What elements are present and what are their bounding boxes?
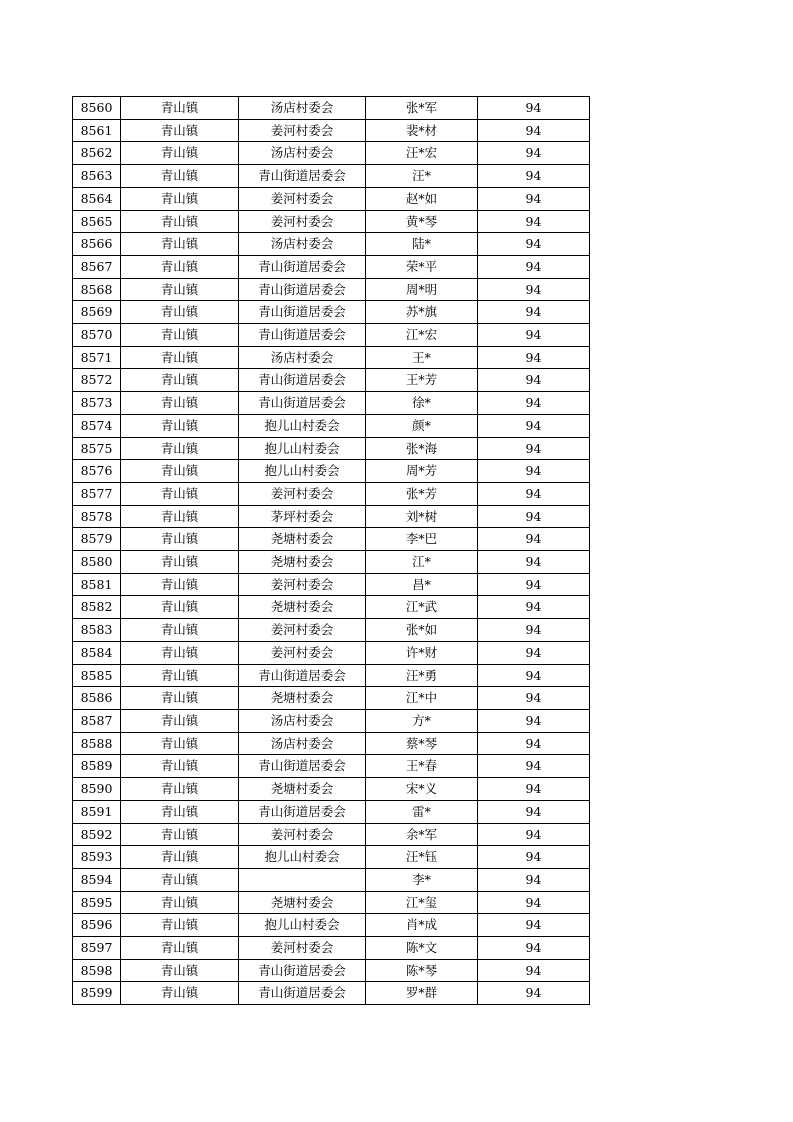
row-id-cell: 8593 xyxy=(73,846,121,869)
row-town-cell: 青山镇 xyxy=(121,278,239,301)
row-village-cell: 茅坪村委会 xyxy=(239,505,366,528)
row-name-cell: 周*芳 xyxy=(366,460,478,483)
row-name-cell: 颜* xyxy=(366,414,478,437)
table-row xyxy=(73,596,590,619)
row-town-cell: 青山镇 xyxy=(121,800,239,823)
row-name-cell: 江*宏 xyxy=(366,324,478,347)
row-score-cell: 94 xyxy=(478,233,590,256)
row-town-cell: 青山镇 xyxy=(121,619,239,642)
row-name-cell: 蔡*琴 xyxy=(366,732,478,755)
row-score-cell: 94 xyxy=(478,959,590,982)
row-village-cell: 尧塘村委会 xyxy=(239,551,366,574)
row-village-cell: 抱儿山村委会 xyxy=(239,914,366,937)
row-town-cell: 青山镇 xyxy=(121,233,239,256)
row-id-cell: 8577 xyxy=(73,482,121,505)
table-row xyxy=(73,868,590,891)
row-town-cell: 青山镇 xyxy=(121,891,239,914)
row-name-cell: 周*明 xyxy=(366,278,478,301)
row-village-cell xyxy=(239,868,366,891)
row-id-cell: 8595 xyxy=(73,891,121,914)
table-row xyxy=(73,846,590,869)
row-town-cell: 青山镇 xyxy=(121,505,239,528)
row-score-cell: 94 xyxy=(478,346,590,369)
row-village-cell: 姜河村委会 xyxy=(239,641,366,664)
row-id-cell: 8569 xyxy=(73,301,121,324)
table-row xyxy=(73,324,590,347)
row-village-cell: 姜河村委会 xyxy=(239,210,366,233)
row-village-cell: 尧塘村委会 xyxy=(239,687,366,710)
row-id-cell: 8580 xyxy=(73,551,121,574)
row-village-cell: 青山街道居委会 xyxy=(239,664,366,687)
row-town-cell: 青山镇 xyxy=(121,187,239,210)
row-score-cell: 94 xyxy=(478,800,590,823)
row-name-cell: 张*如 xyxy=(366,619,478,642)
row-id-cell: 8597 xyxy=(73,937,121,960)
row-score-cell: 94 xyxy=(478,823,590,846)
row-id-cell: 8573 xyxy=(73,392,121,415)
row-id-cell: 8568 xyxy=(73,278,121,301)
row-village-cell: 抱儿山村委会 xyxy=(239,846,366,869)
table-row xyxy=(73,687,590,710)
row-id-cell: 8587 xyxy=(73,709,121,732)
row-id-cell: 8575 xyxy=(73,437,121,460)
table-body xyxy=(73,97,590,1005)
row-score-cell: 94 xyxy=(478,414,590,437)
table-row xyxy=(73,392,590,415)
row-score-cell: 94 xyxy=(478,937,590,960)
row-town-cell: 青山镇 xyxy=(121,914,239,937)
table-row xyxy=(73,437,590,460)
row-town-cell: 青山镇 xyxy=(121,551,239,574)
row-town-cell: 青山镇 xyxy=(121,482,239,505)
row-id-cell: 8566 xyxy=(73,233,121,256)
row-id-cell: 8598 xyxy=(73,959,121,982)
row-name-cell: 王*春 xyxy=(366,755,478,778)
row-score-cell: 94 xyxy=(478,437,590,460)
row-name-cell: 汪*宏 xyxy=(366,142,478,165)
row-village-cell: 青山街道居委会 xyxy=(239,800,366,823)
row-name-cell: 昌* xyxy=(366,573,478,596)
row-score-cell: 94 xyxy=(478,392,590,415)
row-town-cell: 青山镇 xyxy=(121,778,239,801)
table-row xyxy=(73,551,590,574)
row-id-cell: 8582 xyxy=(73,596,121,619)
row-score-cell: 94 xyxy=(478,846,590,869)
row-village-cell: 姜河村委会 xyxy=(239,823,366,846)
row-score-cell: 94 xyxy=(478,528,590,551)
row-town-cell: 青山镇 xyxy=(121,210,239,233)
row-name-cell: 赵*如 xyxy=(366,187,478,210)
row-village-cell: 姜河村委会 xyxy=(239,187,366,210)
table-row xyxy=(73,187,590,210)
row-name-cell: 汪*勇 xyxy=(366,664,478,687)
row-name-cell: 苏*旗 xyxy=(366,301,478,324)
table-row xyxy=(73,505,590,528)
row-name-cell: 江*玺 xyxy=(366,891,478,914)
row-score-cell: 94 xyxy=(478,982,590,1005)
row-town-cell: 青山镇 xyxy=(121,732,239,755)
row-village-cell: 汤店村委会 xyxy=(239,346,366,369)
table-row xyxy=(73,937,590,960)
row-village-cell: 青山街道居委会 xyxy=(239,369,366,392)
table-row xyxy=(73,165,590,188)
row-name-cell: 许*财 xyxy=(366,641,478,664)
row-village-cell: 姜河村委会 xyxy=(239,937,366,960)
row-name-cell: 汪* xyxy=(366,165,478,188)
row-score-cell: 94 xyxy=(478,210,590,233)
table-row xyxy=(73,914,590,937)
row-town-cell: 青山镇 xyxy=(121,755,239,778)
row-town-cell: 青山镇 xyxy=(121,641,239,664)
row-score-cell: 94 xyxy=(478,369,590,392)
row-name-cell: 陈*琴 xyxy=(366,959,478,982)
row-name-cell: 徐* xyxy=(366,392,478,415)
row-village-cell: 尧塘村委会 xyxy=(239,891,366,914)
row-village-cell: 汤店村委会 xyxy=(239,233,366,256)
row-id-cell: 8599 xyxy=(73,982,121,1005)
row-score-cell: 94 xyxy=(478,573,590,596)
row-id-cell: 8596 xyxy=(73,914,121,937)
table-row xyxy=(73,119,590,142)
row-score-cell: 94 xyxy=(478,891,590,914)
row-id-cell: 8564 xyxy=(73,187,121,210)
row-id-cell: 8591 xyxy=(73,800,121,823)
row-name-cell: 王* xyxy=(366,346,478,369)
row-village-cell: 尧塘村委会 xyxy=(239,528,366,551)
row-id-cell: 8589 xyxy=(73,755,121,778)
row-id-cell: 8578 xyxy=(73,505,121,528)
row-score-cell: 94 xyxy=(478,97,590,120)
table-row xyxy=(73,755,590,778)
table-row xyxy=(73,278,590,301)
row-name-cell: 江*武 xyxy=(366,596,478,619)
row-score-cell: 94 xyxy=(478,505,590,528)
row-score-cell: 94 xyxy=(478,187,590,210)
row-name-cell: 宋*义 xyxy=(366,778,478,801)
row-id-cell: 8562 xyxy=(73,142,121,165)
row-id-cell: 8590 xyxy=(73,778,121,801)
row-score-cell: 94 xyxy=(478,641,590,664)
row-name-cell: 陆* xyxy=(366,233,478,256)
table-row xyxy=(73,891,590,914)
table-row xyxy=(73,959,590,982)
row-name-cell: 张*海 xyxy=(366,437,478,460)
row-town-cell: 青山镇 xyxy=(121,709,239,732)
row-village-cell: 汤店村委会 xyxy=(239,732,366,755)
row-score-cell: 94 xyxy=(478,142,590,165)
row-town-cell: 青山镇 xyxy=(121,437,239,460)
row-id-cell: 8594 xyxy=(73,868,121,891)
row-id-cell: 8567 xyxy=(73,255,121,278)
row-id-cell: 8586 xyxy=(73,687,121,710)
table-row xyxy=(73,482,590,505)
row-score-cell: 94 xyxy=(478,255,590,278)
row-town-cell: 青山镇 xyxy=(121,868,239,891)
row-town-cell: 青山镇 xyxy=(121,823,239,846)
row-town-cell: 青山镇 xyxy=(121,119,239,142)
row-score-cell: 94 xyxy=(478,551,590,574)
row-town-cell: 青山镇 xyxy=(121,596,239,619)
row-name-cell: 王*芳 xyxy=(366,369,478,392)
row-score-cell: 94 xyxy=(478,914,590,937)
row-name-cell: 汪*钰 xyxy=(366,846,478,869)
row-town-cell: 青山镇 xyxy=(121,165,239,188)
row-village-cell: 抱儿山村委会 xyxy=(239,460,366,483)
row-town-cell: 青山镇 xyxy=(121,324,239,347)
table-row xyxy=(73,97,590,120)
row-score-cell: 94 xyxy=(478,778,590,801)
table-row xyxy=(73,233,590,256)
row-id-cell: 8565 xyxy=(73,210,121,233)
row-village-cell: 青山街道居委会 xyxy=(239,255,366,278)
row-id-cell: 8561 xyxy=(73,119,121,142)
row-village-cell: 青山街道居委会 xyxy=(239,301,366,324)
table-row xyxy=(73,369,590,392)
row-name-cell: 李* xyxy=(366,868,478,891)
row-village-cell: 汤店村委会 xyxy=(239,97,366,120)
row-score-cell: 94 xyxy=(478,732,590,755)
table-row xyxy=(73,210,590,233)
row-name-cell: 肖*成 xyxy=(366,914,478,937)
row-score-cell: 94 xyxy=(478,301,590,324)
row-id-cell: 8560 xyxy=(73,97,121,120)
row-town-cell: 青山镇 xyxy=(121,573,239,596)
row-town-cell: 青山镇 xyxy=(121,346,239,369)
row-town-cell: 青山镇 xyxy=(121,255,239,278)
row-village-cell: 青山街道居委会 xyxy=(239,959,366,982)
row-town-cell: 青山镇 xyxy=(121,937,239,960)
row-village-cell: 抱儿山村委会 xyxy=(239,437,366,460)
row-score-cell: 94 xyxy=(478,755,590,778)
row-name-cell: 张*芳 xyxy=(366,482,478,505)
row-town-cell: 青山镇 xyxy=(121,460,239,483)
row-id-cell: 8592 xyxy=(73,823,121,846)
row-village-cell: 尧塘村委会 xyxy=(239,778,366,801)
row-score-cell: 94 xyxy=(478,460,590,483)
row-village-cell: 姜河村委会 xyxy=(239,482,366,505)
row-id-cell: 8579 xyxy=(73,528,121,551)
row-score-cell: 94 xyxy=(478,687,590,710)
row-id-cell: 8570 xyxy=(73,324,121,347)
row-id-cell: 8584 xyxy=(73,641,121,664)
row-score-cell: 94 xyxy=(478,596,590,619)
table-row xyxy=(73,709,590,732)
table-row xyxy=(73,732,590,755)
table-row xyxy=(73,255,590,278)
row-score-cell: 94 xyxy=(478,165,590,188)
row-score-cell: 94 xyxy=(478,119,590,142)
row-id-cell: 8563 xyxy=(73,165,121,188)
table-row xyxy=(73,346,590,369)
row-village-cell: 青山街道居委会 xyxy=(239,165,366,188)
row-name-cell: 雷* xyxy=(366,800,478,823)
row-town-cell: 青山镇 xyxy=(121,392,239,415)
row-village-cell: 青山街道居委会 xyxy=(239,324,366,347)
row-score-cell: 94 xyxy=(478,868,590,891)
table-row xyxy=(73,641,590,664)
row-village-cell: 姜河村委会 xyxy=(239,119,366,142)
table-row xyxy=(73,664,590,687)
row-village-cell: 青山街道居委会 xyxy=(239,982,366,1005)
row-town-cell: 青山镇 xyxy=(121,664,239,687)
row-town-cell: 青山镇 xyxy=(121,142,239,165)
table-row xyxy=(73,800,590,823)
table-row xyxy=(73,823,590,846)
row-score-cell: 94 xyxy=(478,324,590,347)
row-town-cell: 青山镇 xyxy=(121,301,239,324)
row-score-cell: 94 xyxy=(478,709,590,732)
row-village-cell: 姜河村委会 xyxy=(239,573,366,596)
row-id-cell: 8576 xyxy=(73,460,121,483)
row-name-cell: 江* xyxy=(366,551,478,574)
table-row xyxy=(73,528,590,551)
row-score-cell: 94 xyxy=(478,482,590,505)
table-row xyxy=(73,301,590,324)
table-row xyxy=(73,573,590,596)
row-name-cell: 李*巴 xyxy=(366,528,478,551)
row-town-cell: 青山镇 xyxy=(121,97,239,120)
row-village-cell: 青山街道居委会 xyxy=(239,755,366,778)
row-town-cell: 青山镇 xyxy=(121,846,239,869)
row-name-cell: 罗*群 xyxy=(366,982,478,1005)
row-village-cell: 尧塘村委会 xyxy=(239,596,366,619)
row-id-cell: 8572 xyxy=(73,369,121,392)
table-row xyxy=(73,460,590,483)
row-name-cell: 荣*平 xyxy=(366,255,478,278)
row-id-cell: 8574 xyxy=(73,414,121,437)
row-village-cell: 青山街道居委会 xyxy=(239,392,366,415)
row-village-cell: 姜河村委会 xyxy=(239,619,366,642)
row-town-cell: 青山镇 xyxy=(121,687,239,710)
table-row xyxy=(73,414,590,437)
row-score-cell: 94 xyxy=(478,619,590,642)
row-id-cell: 8583 xyxy=(73,619,121,642)
row-town-cell: 青山镇 xyxy=(121,369,239,392)
data-table xyxy=(72,96,590,1005)
table-row xyxy=(73,982,590,1005)
row-name-cell: 裴*材 xyxy=(366,119,478,142)
row-village-cell: 汤店村委会 xyxy=(239,709,366,732)
row-id-cell: 8588 xyxy=(73,732,121,755)
row-name-cell: 余*军 xyxy=(366,823,478,846)
row-name-cell: 陈*文 xyxy=(366,937,478,960)
row-id-cell: 8571 xyxy=(73,346,121,369)
row-town-cell: 青山镇 xyxy=(121,528,239,551)
row-id-cell: 8585 xyxy=(73,664,121,687)
row-id-cell: 8581 xyxy=(73,573,121,596)
row-town-cell: 青山镇 xyxy=(121,414,239,437)
row-town-cell: 青山镇 xyxy=(121,982,239,1005)
row-name-cell: 方* xyxy=(366,709,478,732)
table-row xyxy=(73,778,590,801)
row-score-cell: 94 xyxy=(478,278,590,301)
row-name-cell: 江*中 xyxy=(366,687,478,710)
row-score-cell: 94 xyxy=(478,664,590,687)
row-village-cell: 青山街道居委会 xyxy=(239,278,366,301)
row-town-cell: 青山镇 xyxy=(121,959,239,982)
table-row xyxy=(73,619,590,642)
row-name-cell: 黄*琴 xyxy=(366,210,478,233)
row-village-cell: 抱儿山村委会 xyxy=(239,414,366,437)
row-name-cell: 刘*树 xyxy=(366,505,478,528)
row-village-cell: 汤店村委会 xyxy=(239,142,366,165)
table-row xyxy=(73,142,590,165)
row-name-cell: 张*军 xyxy=(366,97,478,120)
